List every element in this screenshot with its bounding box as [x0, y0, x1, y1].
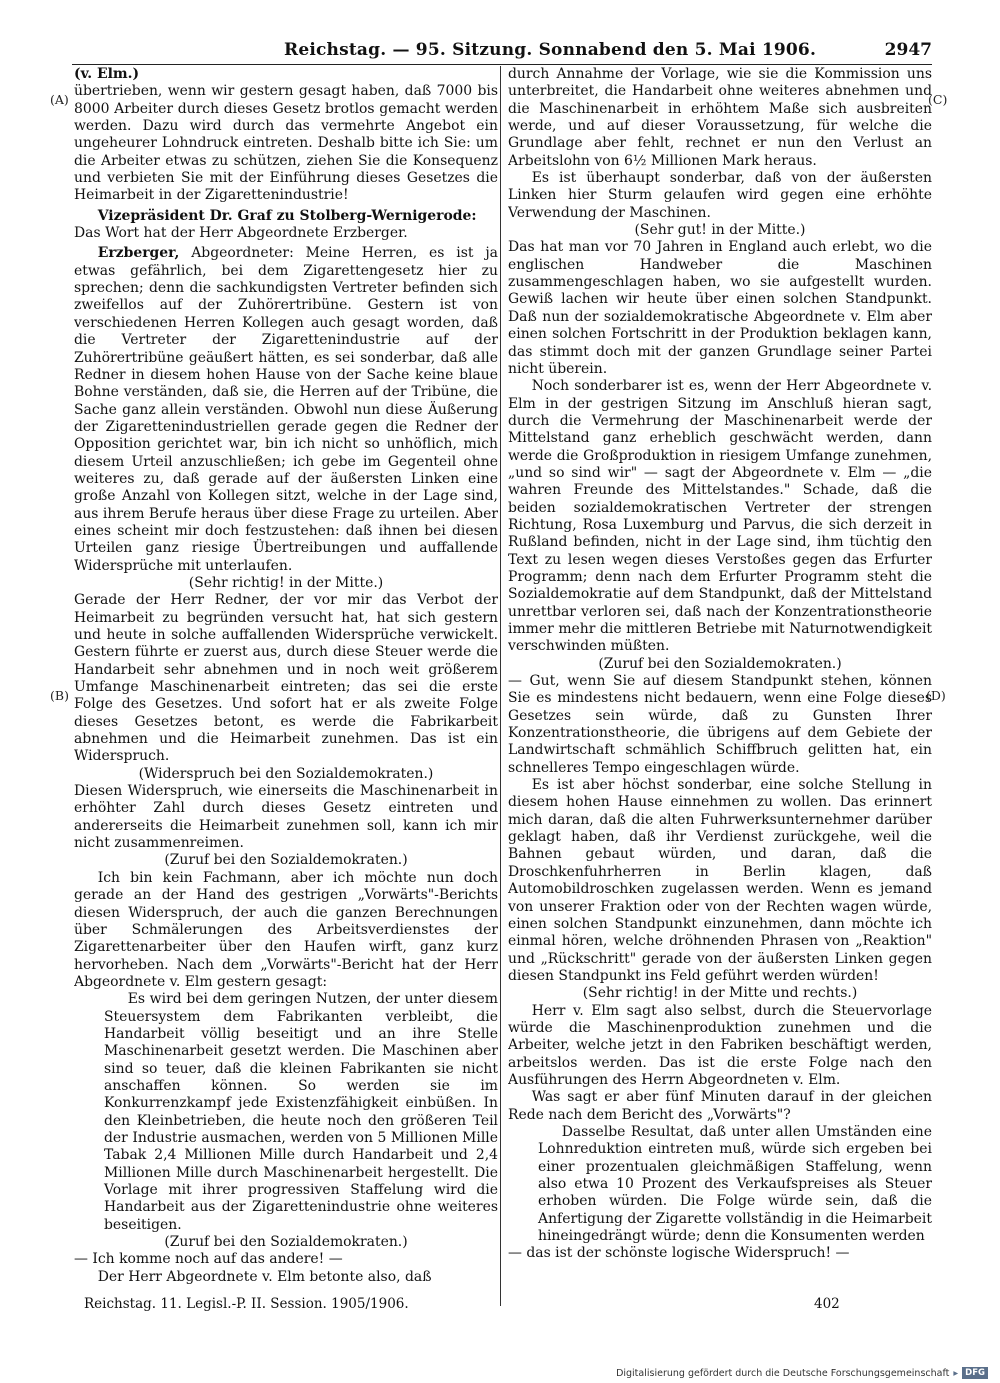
- speaker-name: Erzberger,: [97, 245, 180, 262]
- interjection: (Widerspruch bei den Sozialdemokraten.): [138, 765, 434, 782]
- paragraph: — Ich komme noch auf das andere! —: [74, 1251, 343, 1268]
- interjection: (Sehr gut! in der Mitte.): [634, 222, 806, 239]
- column-divider: [500, 66, 501, 1306]
- presiding-officer: Vizepräsident Dr. Graf zu Stolberg-Wernigerode:: [97, 207, 477, 224]
- digitization-credit: Digitalisierung gefördert durch die Deutsche Forschungsgemeinschaft ▸ DFG: [616, 1367, 988, 1379]
- page-header: [72, 40, 932, 65]
- left-column: [74, 66, 498, 1298]
- interjection: (Zuruf bei den Sozialdemokraten.): [164, 1234, 408, 1251]
- paragraph: übertrieben, wenn wir gestern gesagt haben, daß 7000 bis 8000 Arbeiter durch dieses Gesetz brotlos gemacht werden werden. Dazu wird durch das vermehrte Angebot ein ungeheurer Lohndruck eintreten. Deshalb bitte ich Sie: um die Arbeiter etwas zu schützen, ziehen Sie die Konsequenz und verbieten Sie mit der Einführung dieses Gesetzes die Heimarbeit in der Zigarettenindustrie!: [74, 83, 498, 204]
- speech-start: Erzberger, Abgeordneter: Meine Herren, es ist ja etwas gefährlich, bei dem Zigarettengesetz hier zu sprechen; denn die sachkundigsten Vertreter befinden sich zweifellos auf der Zuhörertribüne. Gestern ist von verschiedenen Herren Kollegen auch gesagt worden, daß die Vertreter der Zigarettenindustrie auf der Zuhörertribüne geäußert hätten, es sei sonderbar, daß alle Redner in diesem hohen Hause von der Sache keine blaue Bohne verständen, daß sie, die Herren auf der Tribüne, die Sache ganz allein verständen. Obwohl nun diese Äußerung der Zigarettenindustriellen gerade gegen die Redner der Opposition gerichtet war, bin ich nicht so unhöflich, mich diesem Urteil anzuschließen; ich gebe im Gegenteil ohne weiteres zu, daß gerade auf der äußersten Linken eine große Anzahl von Kollegen sitzt, welche in der Lage sind, aus ihrem Berufe heraus über diese Frage zu urteilen. Aber eines scheint mir doch festzustehen: daß ihnen bei diesen Urteilen ganz riesige Übertreibungen und auffallende Widersprüche mit unterlaufen.: [74, 245, 498, 574]
- interjection: (Zuruf bei den Sozialdemokraten.): [164, 852, 408, 869]
- page-number: 2947: [884, 40, 932, 60]
- margin-mark-c: (C): [928, 92, 948, 107]
- paragraph: Noch sonderbarer ist es, wenn der Herr Abgeordnete v. Elm in der gestrigen Sitzung im Anschluß hieran sagt, durch die Vermehrung der Maschinenarbeit werde der Mittelstand ganz erheblich geschwächt werden, dann werde die Großproduktion in riesigem Umfange zunehmen, „und so sind wir" — sagt der Abgeordnete v. Elm — „die wahren Freunde des Mittelstandes." Schade, daß die beiden sozialdemokratischen Vertreter der strengen Richtung, Rosa Luxemburg und Parvus, die sich derzeit in Rußland befinden, nicht in der Lage sind, ihm tüchtig den Text zu lesen wegen dieses Verstoßes gegen das Erfurter Programm; denn nach dem Erfurter Programm steht die Sozialdemokratie auf dem Standpunkt, daß der Mittelstand unrettbar verloren sei, daß nach der Konzentrationstheorie immer mehr die mittleren Betriebe mit Naturnotwendigkeit verschwinden müßten.: [508, 378, 932, 655]
- paragraph: Das hat man vor 70 Jahren in England auch erlebt, wo die englischen Handweber die Maschinen zusammengeschlagen haben, wo sie aufgestellt wurden. Gewiß lachen wir heute über einen solchen Standpunkt. Daß nun der sozialdemokratische Abgeordnete v. Elm aber einen solchen Fortschritt in der Produktion beklagen kann, das stimmt doch mit der ganzen Grundlage seiner Partei nicht überein.: [508, 239, 932, 377]
- credit-text: Digitalisierung gefördert durch die Deutsche Forschungsgemeinschaft: [616, 1367, 950, 1379]
- speaker-continuation: (v. Elm.): [74, 66, 140, 82]
- paragraph: — Gut, wenn Sie auf diesem Standpunkt stehen, können Sie es mindestens nicht bedauern, wenn eine Folge dieses Gesetzes sein würde, daß zu Gunsten Ihrer Konzentrationstheorie, die übrigens auf dem Gebiete der Landwirtschaft schmählich Schiffbruch gelitten hat, ein schnelleres Tempo eingeschlagen würde.: [508, 673, 932, 776]
- margin-mark-a: (A): [50, 92, 69, 107]
- block-quote: Dasselbe Resultat, daß unter allen Umständen eine Lohnreduktion eintreten muß, würde sich ergeben bei einer prozentualen gleichmäßigen Staffelung, wenn also etwa 10 Prozent des Verkaufspreises als Steuer erhoben würden. Die Folge würde sein, daß die Anfertigung der Zigarette vollständig in die Heimarbeit hineingedrängt würde; denn die Konsumenten werden: [538, 1123, 932, 1245]
- interjection: (Sehr richtig! in der Mitte und rechts.): [582, 985, 858, 1002]
- running-head: Reichstag. — 95. Sitzung. Sonnabend den 5. Mai 1906.: [284, 40, 817, 60]
- paragraph: Das Wort hat der Herr Abgeordnete Erzberger.: [74, 225, 408, 242]
- paragraph: Was sagt er aber fünf Minuten darauf in der gleichen Rede nach dem Bericht des „Vorwärts"?: [508, 1089, 932, 1123]
- footer-sheet-number: 402: [814, 1296, 840, 1312]
- paragraph: Es ist überhaupt sonderbar, daß von der äußersten Linken hier Sturm gelaufen wird gegen eine erhöhte Verwendung der Maschinen.: [508, 170, 932, 221]
- paragraph: durch Annahme der Vorlage, wie sie die Kommission uns unterbreitet, die Handarbeit ohne weiteres abnehmen und die Maschinenarbeit in erhöhtem Maße sich ausbreiten werde, und auf dieser Voraussetzung, für welche die Grundlage aber fehlt, rechnet er nun den Verlust an Arbeitslohn von 6½ Millionen Mark heraus.: [508, 66, 932, 169]
- paragraph: Gerade der Herr Redner, der vor mir das Verbot der Heimarbeit zu begründen versucht hat, hat sich gestern und heute in solche auffallenden Widersprüche verwickelt. Gestern führte er zuerst aus, durch diese Steuer werde die Handarbeit sehr abnehmen und in noch weit größerem Umfange Maschinenarbeit eintreten; das sei die erste Folge des Gesetzes. Und sofort hat er als zweite Folge dieses Gesetzes betont, es werde die Fabrikarbeit abnehmen und die Heimarbeit zunehmen. Das ist ein Widerspruch.: [74, 592, 498, 765]
- paragraph: Es ist aber höchst sonderbar, eine solche Stellung in diesem hohen Hause einnehmen zu wollen. Das erinnert mich daran, daß die alten Fuhrwerksunternehmer darüber geklagt haben, daß ihr Verdienst zurückgehe, weil die Bahnen gebaut würden, und daran, daß die Droschkenfuhrherren in Berlin klagen, daß Automobildroschken zugelassen werden. Wenn es jemand von unserer Fraktion oder von der Rechten wagen würde, einen solchen Standpunkt einzunehmen, dann möchte ich einmal hören, welche dröhnenden Phrasen von „Reaktion" und „Rückschritt" gerade von der äußersten Linken gegen diesen Standpunkt ins Feld geführt werden würden!: [508, 777, 932, 984]
- interjection: (Zuruf bei den Sozialdemokraten.): [598, 655, 842, 672]
- margin-mark-b: (B): [50, 688, 69, 703]
- interjection: (Sehr richtig! in der Mitte.): [188, 574, 384, 591]
- margin-mark-d: (D): [926, 688, 946, 703]
- paragraph: Der Herr Abgeordnete v. Elm betonte also, daß: [97, 1268, 432, 1285]
- paragraph: — das ist der schönste logische Widerspruch! —: [508, 1245, 850, 1262]
- paragraph: Herr v. Elm sagt also selbst, durch die Steuervorlage würde die Maschinenproduktion zunehmen und die Arbeiter, welche jetzt in den Fabriken beschäftigt werden, arbeitslos werden. Das ist die erste Folge nach den Ausführungen des Herrn Abgeordneten v. Elm.: [508, 1002, 932, 1088]
- paragraph: Diesen Widerspruch, wie einerseits die Maschinenarbeit in erhöhter Zahl durch dieses Gesetz eintreten und andererseits die Heimarbeit zunehmen soll, kann ich mir nicht zusammenreimen.: [74, 783, 498, 852]
- block-quote: Es wird bei dem geringen Nutzen, der unter diesem Steuersystem dem Fabrikanten verbleibt, die Handarbeit völlig beseitigt und an ihre Stelle Maschinenarbeit gesetzt werden. Die Maschinen aber sind so teuer, daß die kleinen Fabrikanten sie nicht anschaffen können. So werden sie im Konkurrenzkampf jede Existenzfähigkeit einbüßen. In den Kleinbetrieben, die heute noch den größeren Teil der Industrie ausmachen, werden von 5 Millionen Mille Tabak 2,4 Millionen Mille durch Handarbeit und 2,4 Millionen Mille durch Maschinenarbeit hergestellt. Die Vorlage mit ihrer progressiven Staffelung wird die Handarbeit aus der Zigarettenindustrie ohne weiteres beseitigen.: [104, 991, 498, 1233]
- paragraph: Ich bin kein Fachmann, aber ich möchte nun doch gerade an der Hand des gestrigen „Vorwärts"-Berichts diesen Widerspruch, der auch die ganzen Berechnungen über Schmälerungen des Arbeitsverdienstes der Zigarettenarbeiter über den Haufen wirft, ganz kurz hervorheben. Nach dem „Vorwärts"-Bericht hat der Herr Abgeordnete v. Elm gestern gesagt:: [74, 869, 498, 990]
- right-column: [508, 66, 932, 1298]
- dfg-logo-icon: DFG: [962, 1367, 988, 1379]
- footer-signature: Reichstag. 11. Legisl.-P. II. Session. 1905/1906.: [84, 1296, 409, 1312]
